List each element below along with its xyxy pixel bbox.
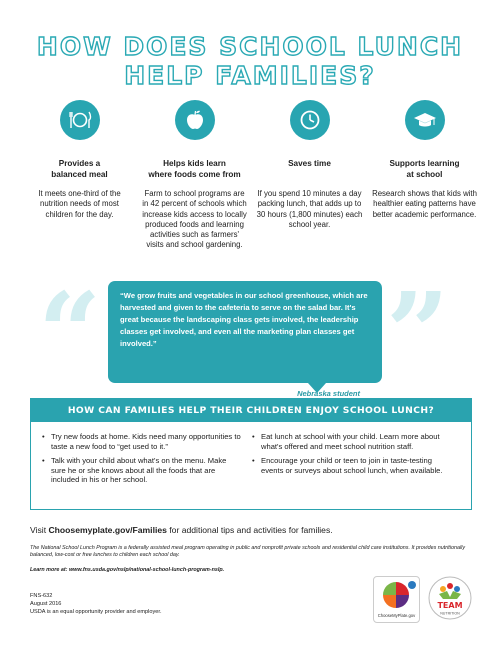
quote-bubble	[108, 281, 382, 398]
document-date: August 2016	[30, 600, 62, 607]
benefit-text: If you spend 10 minutes a day packing lunch, that adds up to 30 hours (1,800 minutes) each school year.	[256, 189, 363, 229]
close-quote-mark: ”	[386, 268, 450, 397]
families-right-column	[251, 432, 461, 490]
benefit-food-learning	[137, 100, 252, 251]
document-meta	[30, 593, 162, 616]
list-item: • Try new foods at home. Kids need many opportunities to taste a new food to “get used to it.”	[41, 432, 241, 451]
list-item: • Talk with your child about what's on the menu. Make sure he or she knows about all the foods that are included in his or her school.	[41, 456, 241, 485]
graduation-cap-icon	[405, 100, 445, 140]
visit-line: Visit Choosemyplate.gov/Families for additional tips and activities for families.	[30, 525, 333, 535]
quote-text: “We grow fruits and vegetables in our school greenhouse, which are harvested and given to the cafeteria to serve on the salad bar. It's great because the landscaping class gets involved, the leadership classes get involved, and even all the marketing plan classes get involved.”	[120, 291, 368, 348]
benefit-saves-time	[252, 100, 367, 251]
myplate-logo-text: ChooseMyPlate.gov	[377, 613, 416, 618]
benefit-heading: Provides a balanced meal	[51, 159, 108, 179]
open-quote-mark: “	[38, 268, 102, 397]
benefits-row	[22, 100, 482, 251]
learn-more-link[interactable]: Learn more at: www.fns.usda.gov/nslp/national-school-lunch-program-nslp.	[30, 567, 225, 573]
team-logo-subtext: NUTRITION	[440, 611, 460, 616]
apple-icon	[175, 100, 215, 140]
page-title	[0, 32, 500, 90]
quote-attribution: Nebraska student	[297, 389, 360, 398]
choosemyplate-link[interactable]: Choosemyplate.gov/Families	[48, 525, 167, 535]
benefit-text: Research shows that kids with healthier eating patterns have better academic performance.	[372, 189, 477, 219]
families-heading: HOW CAN FAMILIES HELP THEIR CHILDREN ENJOY SCHOOL LUNCH?	[31, 399, 471, 422]
families-left-column	[41, 432, 251, 490]
team-logo-text: TEAM	[437, 601, 463, 610]
benefit-balanced-meal	[22, 100, 137, 251]
benefit-text: It meets one-third of the nutrition needs of most children for the day.	[38, 189, 121, 219]
benefit-heading: Helps kids learn where foods come from	[148, 159, 241, 179]
benefit-heading: Saves time	[288, 159, 331, 168]
list-item: • Encourage your child or teen to join in taste-testing events or surveys about school lunch, when available.	[251, 456, 451, 475]
title-line-2: HELP FAMILIES?	[124, 61, 376, 90]
eeo-statement: USDA is an equal opportunity provider and employer.	[30, 608, 162, 615]
list-item: • Eat lunch at school with your child. Learn more about what's offered and meet school nutrition staff.	[251, 432, 451, 451]
benefit-heading: Supports learning at school	[389, 159, 460, 179]
myplate-logo	[373, 576, 420, 623]
plate-fork-knife-icon	[60, 100, 100, 140]
team-nutrition-logo	[427, 575, 473, 621]
benefit-text: Farm to school programs are in 42 percent of schools which increase kids access to locally produced foods and learning activities such as farmers' visits and school gardening.	[142, 189, 247, 250]
families-tips-box	[30, 398, 472, 510]
title-line-1: HOW DOES SCHOOL LUNCH	[36, 32, 464, 61]
benefit-supports-learning	[367, 100, 482, 251]
program-note: The National School Lunch Program is a federally assisted meal program operating in public and nonprofit private schools and residential child care institutions. It provides nutritionally balanced, low-cost or free lunches to children each school day.	[30, 545, 466, 559]
document-code: FNS-632	[30, 593, 53, 599]
clock-icon	[290, 100, 330, 140]
